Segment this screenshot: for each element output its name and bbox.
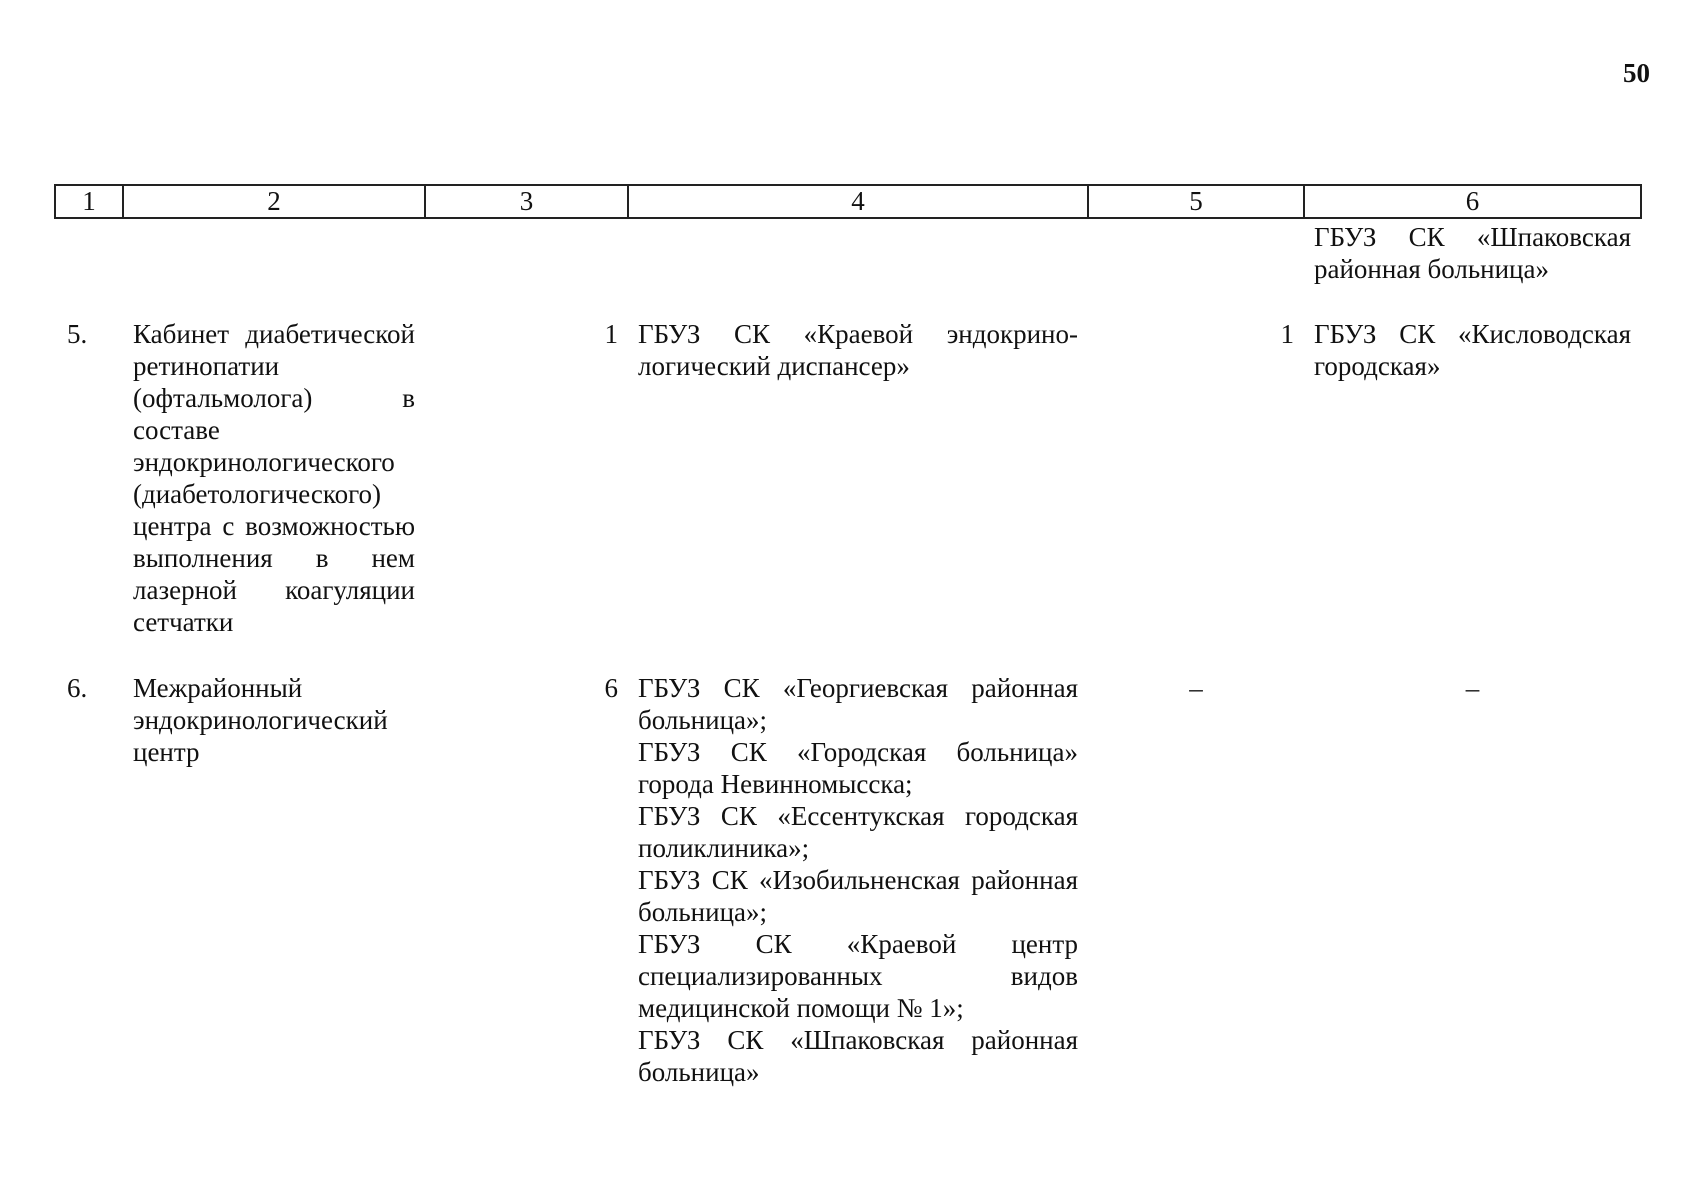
org-entry: ГБУЗ СК «Георгиевская районная больница»; [638, 673, 1078, 735]
table-row-continuation [55, 218, 1641, 318]
org-entry: ГБУЗ СК «Городская больница» города Невинномысска; [638, 737, 1078, 799]
continuation-col6: ГБУЗ СК «Шпаковская районная больница» [1314, 222, 1631, 284]
row-number: 5. [67, 319, 88, 349]
table-row [55, 672, 1641, 1088]
header-cell-3: 3 [425, 185, 628, 218]
header-cell-2: 2 [123, 185, 425, 218]
header-cell-6: 6 [1304, 185, 1641, 218]
row-col6-orgs: ГБУЗ СК «Кисловодская городская» [1314, 319, 1631, 381]
row-col3-count: 6 [604, 673, 618, 703]
row-col6-dash: – [1465, 673, 1480, 703]
header-cell-1: 1 [55, 185, 123, 218]
org-entry: ГБУЗ СК «Ессентукская городская поликлиника»; [638, 801, 1078, 863]
org-entry: ГБУЗ СК «Краевой центр специализированных видов медицинской помощи № 1»; [638, 929, 1078, 1023]
table-row [55, 318, 1641, 672]
page-number: 50 [1623, 58, 1650, 88]
header-cell-5: 5 [1088, 185, 1304, 218]
row-name: Кабинет диабетической ретинопатии (офтальмолога) в составе эндокринологического (диабетологического) центра с возможностью выполнения в нем лазерной коагуляции сетчатки [133, 319, 415, 637]
org-entry: ГБУЗ СК «Шпаковская районная больница» [638, 1025, 1078, 1087]
row-name: Межрайонный эндокринологический центр [133, 673, 388, 767]
header-cell-4: 4 [628, 185, 1088, 218]
row-col3-count: 1 [604, 319, 618, 349]
row-col4-orgs [628, 318, 1088, 672]
column-number-header [55, 185, 1641, 218]
row-col4-orgs [628, 672, 1088, 1088]
org-entry: ГБУЗ СК «Изобильненская районная больница»; [638, 865, 1078, 927]
row-number: 6. [67, 673, 88, 703]
row-col5-count: 1 [1280, 319, 1294, 349]
row-col5-dash: – [1189, 673, 1203, 703]
document-table [54, 184, 1642, 1088]
org-entry: ГБУЗ СК «Краевой эндокрино-логический диспансер» [638, 319, 1078, 381]
